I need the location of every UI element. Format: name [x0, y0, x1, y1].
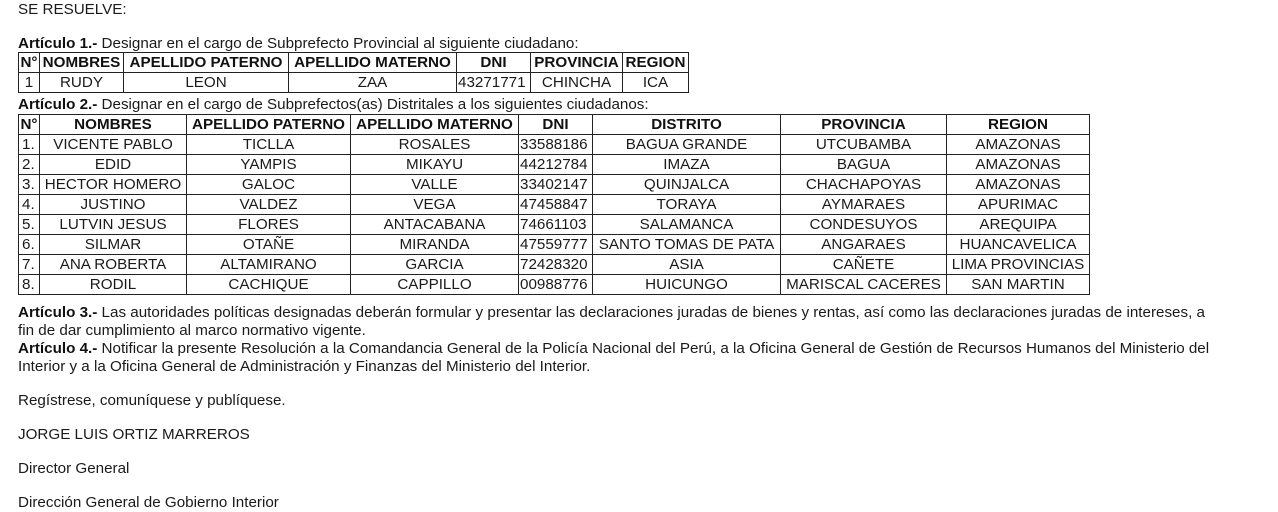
header-apellido-paterno: APELLIDO PATERNO	[124, 53, 289, 73]
article-3-label: Artículo 3.-	[18, 304, 98, 321]
closing-formula: Regístrese, comuníquese y publíquese.	[18, 392, 286, 409]
cell-region: AMAZONAS	[947, 175, 1090, 195]
header-apellido-materno: APELLIDO MATERNO	[351, 115, 519, 135]
header-apellido-paterno: APELLIDO PATERNO	[187, 115, 351, 135]
cell-distrito: SANTO TOMAS DE PATA	[593, 235, 781, 255]
header-number: N°	[20, 54, 38, 71]
cell-number: 8.	[19, 275, 40, 295]
header-region: REGION	[947, 115, 1090, 135]
header-provincia: PROVINCIA	[531, 53, 623, 73]
cell-apellido-paterno: OTAÑE	[187, 235, 351, 255]
cell-number: 7.	[19, 255, 40, 275]
header-apellido-materno: APELLIDO MATERNO	[289, 53, 457, 73]
cell-region: AREQUIPA	[947, 215, 1090, 235]
cell-region: SAN MARTIN	[947, 275, 1090, 295]
table-row	[19, 215, 1090, 235]
cell-dni: 33588186	[519, 135, 593, 155]
cell-provincia: CAÑETE	[781, 255, 947, 275]
cell-apellido-paterno: LEON	[124, 73, 289, 93]
article-1-label: Artículo 1.-	[18, 35, 98, 52]
cell-region: ICA	[623, 73, 689, 93]
cell-provincia: CHACHAPOYAS	[781, 175, 947, 195]
article-4-text-line1: Notificar la presente Resolución a la Comandancia General de la Policía Nacional del Perú, a la Oficina General de Gestión de Recursos Humanos del Ministerio del	[97, 340, 1210, 357]
table-row	[19, 235, 1090, 255]
header-number: N°	[20, 116, 38, 133]
table-row	[19, 73, 689, 93]
cell-number: 1	[19, 73, 40, 93]
cell-apellido-materno: VEGA	[351, 195, 519, 215]
article-3-text-line1: Las autoridades políticas designadas deberán formular y presentar las declaraciones juradas de bienes y rentas, así como las declaraciones juradas de intereses, a	[97, 304, 1205, 321]
cell-distrito: IMAZA	[593, 155, 781, 175]
cell-dni: 72428320	[519, 255, 593, 275]
header-dni: DNI	[457, 53, 531, 73]
cell-nombres: JUSTINO	[40, 195, 187, 215]
article-3	[18, 304, 1278, 340]
resolution-heading: SE RESUELVE:	[18, 1, 127, 18]
article-4-text-line2: Interior y a la Oficina General de Administración y Finanzas del Ministerio del Interior.	[18, 358, 591, 375]
cell-apellido-paterno: TICLLA	[187, 135, 351, 155]
article-3-text-line2: fin de dar cumplimiento al marco normativo vigente.	[18, 322, 366, 339]
cell-number: 3.	[19, 175, 40, 195]
header-distrito: DISTRITO	[593, 115, 781, 135]
cell-number: 6.	[19, 235, 40, 255]
table-row	[19, 175, 1090, 195]
table-header-row	[19, 115, 1090, 135]
cell-dni: 33402147	[519, 175, 593, 195]
table-row	[19, 195, 1090, 215]
cell-provincia: UTCUBAMBA	[781, 135, 947, 155]
cell-nombres: RUDY	[40, 73, 124, 93]
table-row	[19, 255, 1090, 275]
cell-apellido-materno: ZAA	[289, 73, 457, 93]
table-row	[19, 275, 1090, 295]
cell-apellido-materno: VALLE	[351, 175, 519, 195]
signatory-office: Dirección General de Gobierno Interior	[18, 494, 279, 511]
article-4-label: Artículo 4.-	[18, 340, 98, 357]
signatory-title: Director General	[18, 460, 130, 477]
cell-distrito: HUICUNGO	[593, 275, 781, 295]
cell-apellido-materno: GARCIA	[351, 255, 519, 275]
cell-distrito: BAGUA GRANDE	[593, 135, 781, 155]
cell-distrito: QUINJALCA	[593, 175, 781, 195]
article-2-text: Designar en el cargo de Subprefectos(as) Distritales a los siguientes ciudadanos:	[97, 96, 649, 113]
cell-nombres: VICENTE PABLO	[40, 135, 187, 155]
header-nombres: NOMBRES	[40, 53, 124, 73]
cell-dni: 00988776	[519, 275, 593, 295]
provincial-subprefect-table	[18, 52, 689, 93]
cell-nombres: HECTOR HOMERO	[40, 175, 187, 195]
cell-region: LIMA PROVINCIAS	[947, 255, 1090, 275]
cell-nombres: LUTVIN JESUS	[40, 215, 187, 235]
cell-nombres: ANA ROBERTA	[40, 255, 187, 275]
article-2-label: Artículo 2.-	[18, 96, 98, 113]
cell-dni: 43271771	[457, 73, 531, 93]
cell-provincia: ANGARAES	[781, 235, 947, 255]
cell-number: 2.	[19, 155, 40, 175]
cell-apellido-materno: CAPPILLO	[351, 275, 519, 295]
cell-dni: 47458847	[519, 195, 593, 215]
table-row	[19, 155, 1090, 175]
cell-region: HUANCAVELICA	[947, 235, 1090, 255]
cell-provincia: MARISCAL CACERES	[781, 275, 947, 295]
cell-apellido-materno: MIKAYU	[351, 155, 519, 175]
cell-distrito: ASIA	[593, 255, 781, 275]
article-4	[18, 340, 1278, 376]
header-dni: DNI	[519, 115, 593, 135]
cell-region: AMAZONAS	[947, 155, 1090, 175]
article-1-intro	[18, 35, 579, 53]
cell-region: APURIMAC	[947, 195, 1090, 215]
cell-provincia: CONDESUYOS	[781, 215, 947, 235]
table-row	[19, 135, 1090, 155]
cell-provincia: AYMARAES	[781, 195, 947, 215]
article-1-text: Designar en el cargo de Subprefecto Provincial al siguiente ciudadano:	[97, 35, 579, 52]
cell-provincia: CHINCHA	[531, 73, 623, 93]
cell-apellido-paterno: GALOC	[187, 175, 351, 195]
header-region: REGION	[623, 53, 689, 73]
article-2-intro	[18, 96, 649, 114]
cell-dni: 74661103	[519, 215, 593, 235]
cell-distrito: SALAMANCA	[593, 215, 781, 235]
header-nombres: NOMBRES	[40, 115, 187, 135]
cell-apellido-materno: ANTACABANA	[351, 215, 519, 235]
cell-nombres: EDID	[40, 155, 187, 175]
cell-number: 1.	[19, 135, 40, 155]
cell-apellido-paterno: CACHIQUE	[187, 275, 351, 295]
cell-provincia: BAGUA	[781, 155, 947, 175]
header-provincia: PROVINCIA	[781, 115, 947, 135]
table-header-row	[19, 53, 689, 73]
cell-dni: 44212784	[519, 155, 593, 175]
cell-apellido-paterno: YAMPIS	[187, 155, 351, 175]
district-subprefects-table	[18, 114, 1090, 295]
cell-region: AMAZONAS	[947, 135, 1090, 155]
cell-apellido-materno: ROSALES	[351, 135, 519, 155]
cell-nombres: RODIL	[40, 275, 187, 295]
cell-apellido-paterno: FLORES	[187, 215, 351, 235]
cell-number: 5.	[19, 215, 40, 235]
cell-apellido-materno: MIRANDA	[351, 235, 519, 255]
cell-dni: 47559777	[519, 235, 593, 255]
cell-number: 4.	[19, 195, 40, 215]
cell-distrito: TORAYA	[593, 195, 781, 215]
cell-apellido-paterno: ALTAMIRANO	[187, 255, 351, 275]
cell-apellido-paterno: VALDEZ	[187, 195, 351, 215]
signatory-name: JORGE LUIS ORTIZ MARREROS	[18, 426, 250, 443]
cell-nombres: SILMAR	[40, 235, 187, 255]
